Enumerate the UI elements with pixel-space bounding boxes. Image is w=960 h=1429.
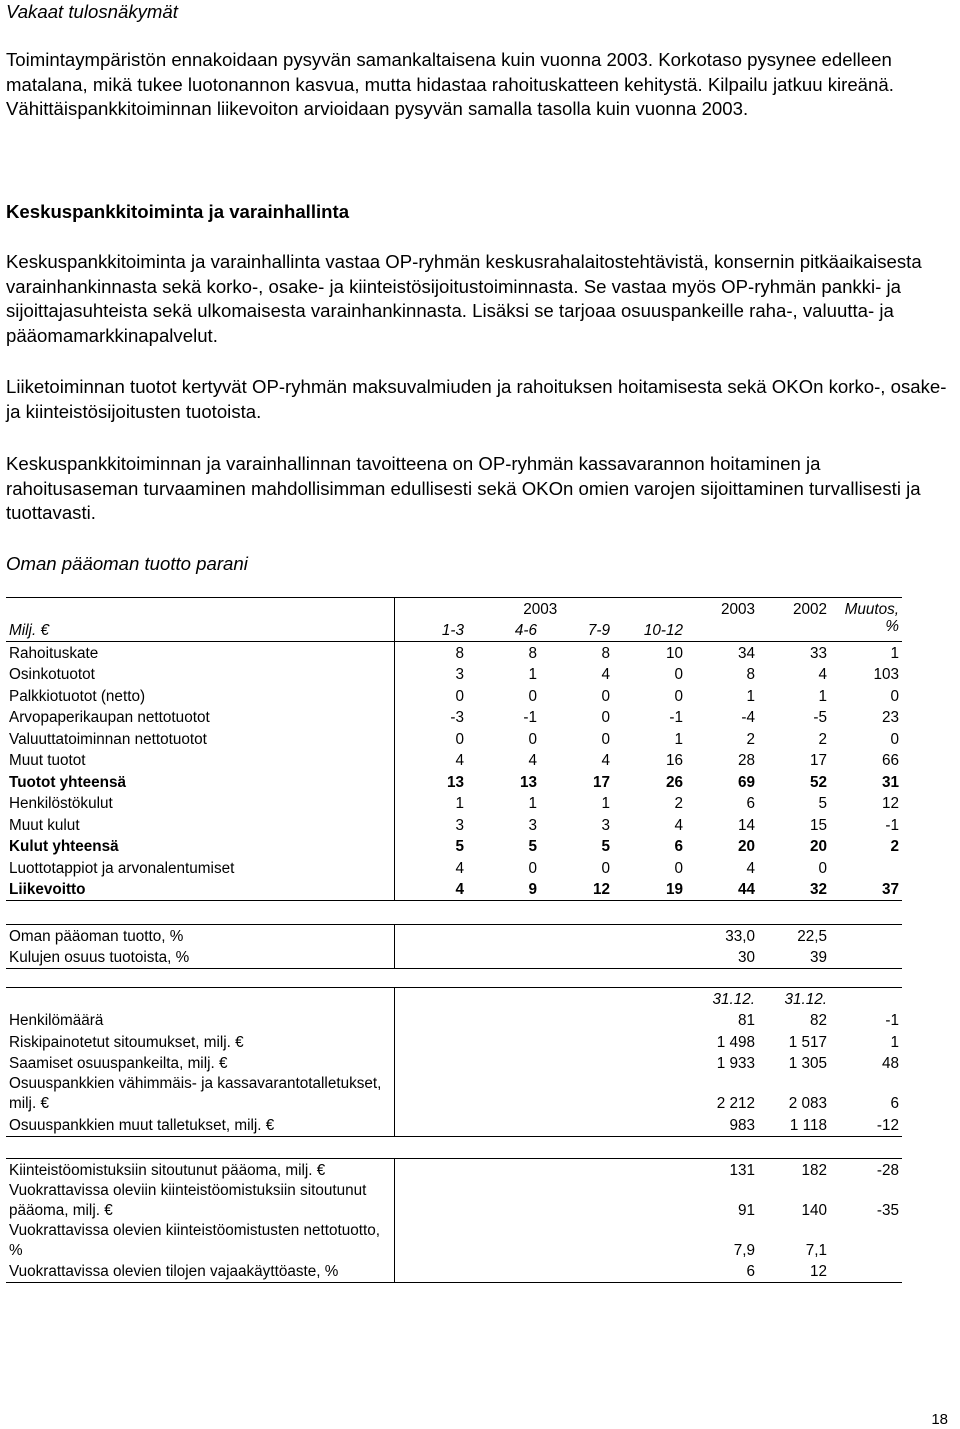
row-label: Oman pääoman tuotto, % xyxy=(6,925,394,947)
row-value: -5 xyxy=(813,709,828,726)
row-value: -12 xyxy=(876,1116,899,1134)
row-value: 1 xyxy=(746,687,756,705)
row-value: 26 xyxy=(666,773,684,791)
row-value: -4 xyxy=(741,709,756,726)
row-label: Kulujen osuus tuotoista, % xyxy=(6,947,394,969)
table-row xyxy=(6,1181,902,1221)
row-label: Valuuttatoiminnan nettotuotot xyxy=(6,728,394,750)
row-value: 33 xyxy=(810,644,828,662)
row-value: 5 xyxy=(818,795,828,812)
row-value: 28 xyxy=(738,752,756,769)
table-row xyxy=(6,1114,902,1136)
row-label: Kiinteistöomistuksiin sitoutunut pääoma, milj. € xyxy=(6,1159,394,1181)
row-value: 0 xyxy=(674,859,684,877)
row-value: 1 498 xyxy=(716,1033,755,1051)
row-value: 16 xyxy=(666,752,684,769)
row-value: 31 xyxy=(882,773,900,791)
table-row xyxy=(6,947,902,969)
row-value: 2 xyxy=(818,730,828,748)
table-row xyxy=(6,1010,902,1032)
row-label: Luottotappiot ja arvonalentumiset xyxy=(6,857,394,879)
ratio-table xyxy=(6,924,902,969)
row-label: Henkilömäärä xyxy=(6,1010,394,1032)
row-label: Saamiset osuuspankeilta, milj. € xyxy=(6,1053,394,1075)
row-value: 52 xyxy=(810,773,828,791)
row-label: Vuokrattavissa olevien kiinteistöomistusten nettotuotto, % xyxy=(6,1221,394,1261)
row-value: 8 xyxy=(601,644,610,662)
row-value: 0 xyxy=(601,709,610,726)
row-value: 0 xyxy=(528,730,537,748)
table-row xyxy=(6,857,902,879)
unit-label: Milj. € xyxy=(6,620,394,642)
row-value: 4 xyxy=(455,859,464,877)
row-label: Arvopaperikaupan nettotuotot xyxy=(6,707,394,729)
table-row xyxy=(6,925,902,947)
row-label: Osinkotuotot xyxy=(6,664,394,686)
row-value: 0 xyxy=(455,730,464,748)
row-label: Osuuspankkien muut talletukset, milj. € xyxy=(6,1114,394,1136)
row-value: 1 xyxy=(674,730,684,748)
row-value: 2 xyxy=(674,795,684,812)
row-value: 23 xyxy=(882,709,900,726)
row-value: -1 xyxy=(523,709,537,726)
row-label: Rahoituskate xyxy=(6,642,394,664)
row-value: 1 933 xyxy=(716,1055,755,1072)
row-value: 131 xyxy=(729,1161,755,1179)
row-value: 4 xyxy=(455,881,464,898)
row-value: 4 xyxy=(601,752,610,769)
row-value: -1 xyxy=(885,816,900,834)
row-value: 182 xyxy=(801,1161,827,1179)
date-header: 31.12. xyxy=(712,990,755,1008)
year-header-2002: 2002 xyxy=(793,600,828,618)
row-value: 19 xyxy=(666,881,684,898)
row-value: 3 xyxy=(601,816,610,834)
row-value: 48 xyxy=(881,1055,899,1072)
row-value: 39 xyxy=(809,949,827,966)
row-label: Kulut yhteensä xyxy=(6,836,394,858)
table-row xyxy=(6,1074,902,1114)
row-value: 12 xyxy=(809,1263,827,1280)
table-row xyxy=(6,750,902,772)
row-value: 20 xyxy=(738,838,756,855)
row-value: 2 212 xyxy=(716,1095,755,1112)
row-value: 2 xyxy=(890,838,900,855)
row-value: -1 xyxy=(669,709,684,726)
row-value: 13 xyxy=(519,773,537,791)
table-row xyxy=(6,1053,902,1075)
row-label: Henkilöstökulut xyxy=(6,793,394,815)
row-value: 0 xyxy=(890,730,900,748)
row-value: 1 xyxy=(528,666,537,683)
row-value xyxy=(830,857,902,879)
row-value: 17 xyxy=(810,752,828,769)
row-value: 22,5 xyxy=(797,927,827,945)
row-value: -35 xyxy=(876,1201,899,1219)
row-value: 0 xyxy=(601,730,610,748)
row-value: 33,0 xyxy=(725,927,755,945)
row-value: 0 xyxy=(455,687,464,705)
row-value: 6 xyxy=(890,1095,899,1112)
ratio-table-body xyxy=(6,925,902,969)
row-label: Tuotot yhteensä xyxy=(6,771,394,793)
row-value: 7,1 xyxy=(805,1241,827,1259)
row-value: 30 xyxy=(737,949,755,966)
income-table-body xyxy=(6,642,902,901)
table-row xyxy=(6,1031,902,1053)
row-value: 0 xyxy=(890,687,900,705)
row-value: 3 xyxy=(455,816,464,834)
row-value: 0 xyxy=(601,687,610,705)
row-value: 12 xyxy=(592,881,610,898)
row-value: 17 xyxy=(592,773,610,791)
row-label: Riskipainotetut sitoumukset, milj. € xyxy=(6,1031,394,1053)
page-number: 18 xyxy=(931,1411,948,1428)
row-value: 103 xyxy=(873,666,900,683)
paragraph-income: Liiketoiminnan tuotot kertyvät OP-ryhmän maksuvalmiuden ja rahoituksen hoitamisesta sekä OKOn korko-, osake- ja kiinteistösijoitusten tuotoista. xyxy=(6,376,947,422)
row-label: Palkkiotuotot (netto) xyxy=(6,685,394,707)
year-header-2003: 2003 xyxy=(721,600,756,618)
table-row xyxy=(6,728,902,750)
row-value: 66 xyxy=(882,752,900,769)
row-value: 69 xyxy=(738,773,756,791)
row-value: 82 xyxy=(809,1012,827,1029)
table-row xyxy=(6,879,902,901)
row-value: 37 xyxy=(882,881,900,898)
income-table xyxy=(6,597,902,901)
row-value: 9 xyxy=(528,881,537,898)
row-value: 4 xyxy=(455,752,464,769)
row-value: 0 xyxy=(818,859,828,877)
row-value: 15 xyxy=(810,816,828,834)
real-estate-table xyxy=(6,1158,902,1283)
row-value: 1 517 xyxy=(788,1033,827,1051)
quarter-header: 1-3 xyxy=(441,622,464,639)
table-row xyxy=(6,707,902,729)
table-row xyxy=(6,1221,902,1261)
row-label: Liikevoitto xyxy=(6,879,394,901)
quarter-header: 10-12 xyxy=(643,622,684,639)
table-row xyxy=(6,836,902,858)
row-value xyxy=(830,1261,902,1283)
row-value: 6 xyxy=(746,795,756,812)
table-row xyxy=(6,664,902,686)
paragraph-responsibilities: Keskuspankkitoiminta ja varainhallinta vastaa OP-ryhmän keskusrahalaitostehtävistä, konsernin pitkäaikaisesta varainhankinnasta sekä korko-, osake- ja kiinteistösijoitustoiminnasta. Se vastaa myös OP-ryhmän pankki- ja sijoittajasuhteista sekä ulkomaisesta varainhankinnasta. Lisäksi se tarjoaa osuuspankeille raha-, valuutta- ja pääomamarkkinapalvelut. xyxy=(6,251,922,346)
table-row xyxy=(6,771,902,793)
row-value: 4 xyxy=(601,666,610,683)
row-value: -28 xyxy=(876,1161,899,1179)
row-value: 1 xyxy=(890,1033,899,1051)
row-value: 5 xyxy=(601,838,610,855)
row-value: 20 xyxy=(810,838,828,855)
row-value: 1 305 xyxy=(788,1055,827,1072)
table-row xyxy=(6,685,902,707)
row-value: 4 xyxy=(818,666,828,683)
row-value: 3 xyxy=(455,666,464,683)
row-value: 13 xyxy=(446,773,464,791)
year-header-quarters: 2003 xyxy=(523,600,558,618)
row-value: 0 xyxy=(528,687,537,705)
section-heading-central-banking: Keskuspankkitoiminta ja varainhallinta xyxy=(6,201,350,222)
row-value: 12 xyxy=(882,795,900,812)
row-value: 2 083 xyxy=(788,1095,827,1112)
change-unit: % xyxy=(885,617,900,635)
row-value: 7,9 xyxy=(733,1241,755,1259)
real-estate-table-body xyxy=(6,1159,902,1283)
row-value: 4 xyxy=(674,816,684,834)
row-value xyxy=(830,1221,902,1261)
row-value: 1 xyxy=(455,795,464,812)
row-value: 2 xyxy=(746,730,756,748)
section-heading-outlook: Vakaat tulosnäkymät xyxy=(6,1,178,22)
row-value: 6 xyxy=(674,838,684,855)
row-value: -1 xyxy=(885,1012,899,1029)
row-label: Osuuspankkien vähimmäis- ja kassavarantotalletukset, milj. € xyxy=(6,1074,394,1114)
table-row xyxy=(6,814,902,836)
row-value: 140 xyxy=(801,1201,827,1219)
row-value: 10 xyxy=(666,644,684,662)
row-value: 1 xyxy=(528,795,537,812)
row-value: 8 xyxy=(746,666,756,683)
row-value: 1 xyxy=(818,687,828,705)
date-header: 31.12. xyxy=(784,990,827,1008)
row-value: 8 xyxy=(455,644,464,662)
row-value: 4 xyxy=(528,752,537,769)
row-value: 0 xyxy=(674,666,684,683)
row-value: 0 xyxy=(601,859,610,877)
row-label: Vuokrattavissa oleviin kiinteistöomistuksiin sitoutunut pääoma, milj. € xyxy=(6,1181,394,1221)
row-value: 0 xyxy=(674,687,684,705)
row-value: 14 xyxy=(738,816,756,834)
paragraph-objective: Keskuspankkitoiminnan ja varainhallinnan tavoitteena on OP-ryhmän kassavarannon hoitaminen ja rahoitusaseman turvaaminen mahdollisimman edullisesti sekä OKOn omien varojen sijoittaminen turvallisesti ja tuottavasti. xyxy=(6,453,921,524)
row-label: Muut tuotot xyxy=(6,750,394,772)
quarter-header: 4-6 xyxy=(514,622,537,639)
section-heading-roe: Oman pääoman tuotto parani xyxy=(6,553,248,574)
row-label: Muut kulut xyxy=(6,814,394,836)
balance-table xyxy=(6,987,902,1137)
change-header: Muutos, xyxy=(844,600,900,618)
row-value: 3 xyxy=(528,816,537,834)
paragraph-outlook: Toimintaympäristön ennakoidaan pysyvän samankaltaisena kuin vuonna 2003. Korkotaso pysynee edelleen matalana, mikä tukee luotonannon kasvua, mutta hidastaa rahoituskatteen kehitystä. Kilpailu jatkuu kireänä. Vähittäispankkitoiminnan liikevoiton arvioidaan pysyvän samalla tasolla kuin vuonna 2003. xyxy=(6,49,894,120)
row-value: 0 xyxy=(528,859,537,877)
row-value: 5 xyxy=(528,838,537,855)
row-value: 8 xyxy=(528,644,537,662)
table-row xyxy=(6,642,902,664)
row-label: Vuokrattavissa olevien tilojen vajaakäyttöaste, % xyxy=(6,1261,394,1283)
row-value: -3 xyxy=(450,709,464,726)
row-value: 34 xyxy=(738,644,756,662)
row-value: 1 118 xyxy=(789,1116,827,1134)
row-value: 44 xyxy=(738,881,756,898)
row-value: 983 xyxy=(729,1116,755,1134)
row-value: 1 xyxy=(890,644,900,662)
table-row xyxy=(6,1261,902,1283)
row-value: 91 xyxy=(737,1201,755,1219)
table-row xyxy=(6,1159,902,1181)
row-value: 32 xyxy=(810,881,828,898)
row-value: 81 xyxy=(737,1012,755,1029)
row-value: 4 xyxy=(746,859,756,877)
table-row xyxy=(6,793,902,815)
row-value: 6 xyxy=(746,1263,755,1280)
balance-table-body xyxy=(6,1010,902,1137)
quarter-header: 7-9 xyxy=(587,622,610,639)
row-value: 1 xyxy=(601,795,610,812)
row-value: 5 xyxy=(455,838,464,855)
